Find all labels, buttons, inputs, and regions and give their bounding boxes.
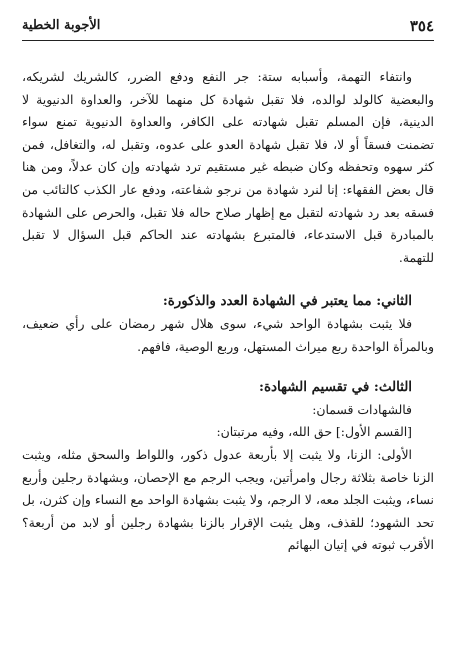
section-three-paragraph: الأولى: الزنا، ولا يثبت إلا بأربعة عدول ذكور، واللواط والسحق مثله، ويثبت الزنا خاصة بثلاثة رجال وامرأتين، ويجب الرجم مع الإحصان، وبشهادة رجلين وأربع نساء، ويثبت الجلد معه، لا الرجم، ولا يثبت بشهادة الواحد مع النساء وإن كثرن، بل تحد الشهود؛ للقذف، وهل يثبت الإقرار بالزنا بشهادة رجلين أو لابد من أربعة؟ الأقرب ثبوته في إتيان البهائم bbox=[22, 446, 434, 553]
section-spacer bbox=[22, 358, 434, 376]
section-three-intro: فالشهادات قسمان: bbox=[312, 401, 412, 417]
section-three-heading: الثالث: في تقسيم الشهادة: bbox=[259, 379, 412, 396]
page-body bbox=[22, 66, 434, 557]
page-number: ٣٥٤ bbox=[409, 17, 434, 35]
section-spacer bbox=[22, 269, 434, 290]
impediments-paragraph: وانتفاء التهمة، وأسبابه ستة: جر النفع ودفع الضرر، كالشريك لشريكه، والبعضية كالولد لوالده، فلا تقبل شهادة كل منهما للآخر، والعداوة الدنيوية لا الدينية، فإن المسلم تقبل شهادته على الكافر، والعداوة الدنيوية تمنع سواء تضمنت فسقاً أو لا، فلا تقبل شهادة العدو على عدوه، وتقبل له، والتغافل، فمن كثر سهوه وتحفظه وكان ضبطه غير مستقيم ترد شهادته وإن كان عدلاً، ومن هنا قال بعض الفقهاء: إنا لنرد شهادة من نرجو شفاعته، ودفع عار الكذب كالتائب من فسقه بعد رد شهادته لتقبل مع إظهار صلاح حاله فلا تقبل، والحرص على الشهادة بالمبادرة قبل الاستدعاء، فالمتبرع بشهادته عند الحاكم قبل السؤال لا تقبل للتهمة. bbox=[22, 69, 434, 265]
running-title: الأجوبة الخطية bbox=[22, 18, 101, 33]
section-two-paragraph: فلا يثبت بشهادة الواحد شيء، سوى هلال شهر رمضان على رأي ضعيف، وبالمرأة الواحدة ربع ميراث المستهل، وربع الوصية، فافهم. bbox=[22, 315, 434, 354]
page-header bbox=[22, 14, 434, 41]
section-two-heading: الثاني: مما يعتبر في الشهادة العدد والذكورة: bbox=[162, 293, 412, 310]
section-three-subheading: [القسم الأول:] حق الله، وفيه مرتبتان: bbox=[216, 424, 412, 440]
